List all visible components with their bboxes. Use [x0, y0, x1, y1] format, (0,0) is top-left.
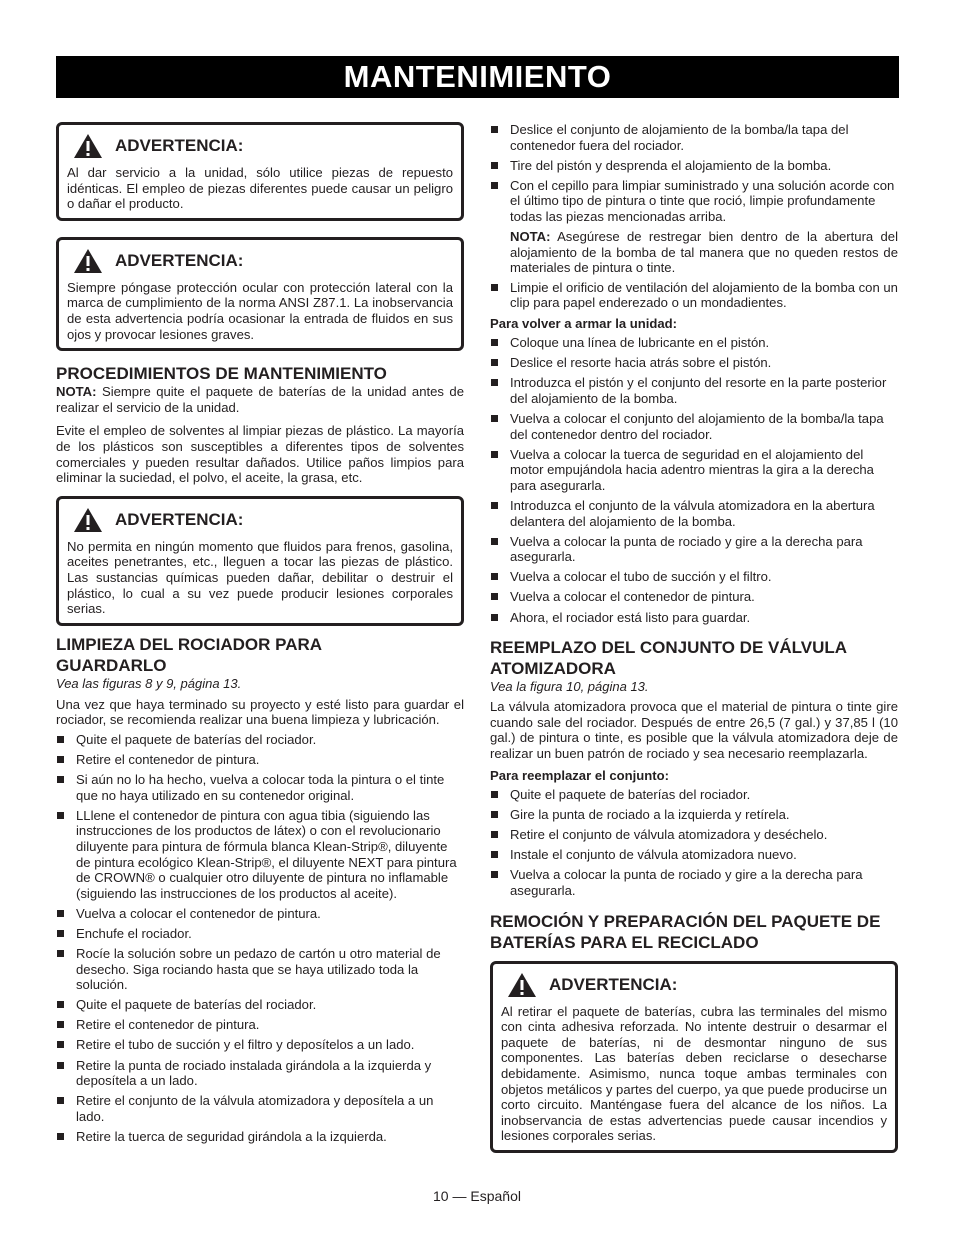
list-item: Quite el paquete de baterías del rociador.	[56, 997, 464, 1013]
list-item: Retire el conjunto de la válvula atomizadora y deposítela a un lado.	[56, 1093, 464, 1124]
list-item: Introduzca el conjunto de la válvula atomizadora en la abertura delantera del alojamiento de la bomba.	[490, 498, 898, 529]
section-heading-limpieza: LIMPIEZA DEL ROCIADOR PARA GUARDARLO	[56, 634, 322, 675]
list-item: Ahora, el rociador está listo para guardar.	[490, 610, 898, 626]
warning-triangle-icon	[507, 972, 537, 998]
nota-label: NOTA:	[510, 229, 551, 245]
limpieza-steps-list	[56, 732, 464, 1145]
solvents-paragraph: Evite el empleo de solventes al limpiar piezas de plástico. La mayoría de los plásticos son susceptibles a diferentes tipos de solventes comerciales y pueden resultar dañados. Utilice paños limpios para eliminar la suciedad, el polvo, el aceite, la grasa, etc.	[56, 423, 464, 486]
warning-text: Al dar servicio a la unidad, sólo utilice piezas de repuesto idénticas. El empleo de piezas diferentes puede causar un peligro o dañar el producto.	[67, 165, 453, 212]
list-item: Limpie el orificio de ventilación del alojamiento de la bomba con un clip para papel enderezado o un mondadientes.	[490, 280, 898, 311]
warning-box-replacement-parts	[56, 122, 464, 221]
warning-text: Siempre póngase protección ocular con protección lateral con la marca de cumplimiento de la norma ANSI Z87.1. La inobservancia de esta advertencia podría ocasionar la entrada de fluidos en sus ojos y provocar lesiones graves.	[67, 279, 453, 342]
warning-triangle-icon	[73, 133, 103, 159]
list-item: Tire del pistón y desprenda el alojamiento de la bomba.	[490, 158, 898, 174]
list-item: Rocíe la solución sobre un pedazo de cartón u otro material de desecho. Siga rociando hasta que se haya utilizado toda la solución.	[56, 946, 464, 993]
list-item: Retire la tuerca de seguridad girándola a la izquierda.	[56, 1129, 464, 1145]
rearm-label: Para volver a armar la unidad:	[490, 315, 678, 331]
list-item: Deslice el resorte hacia atrás sobre el pistón.	[490, 355, 898, 371]
list-item: Introduzca el pistón y el conjunto del resorte en la parte posterior del alojamiento de la bomba.	[490, 375, 898, 406]
nota-paragraph	[490, 229, 898, 276]
reemplazo-label: Para reemplazar el conjunto:	[490, 767, 670, 783]
list-item: Quite el paquete de baterías del rociador.	[490, 787, 898, 803]
reemplazo-steps-list	[490, 787, 898, 899]
section-heading-procedimientos: PROCEDIMIENTOS DE MANTENIMIENTO	[56, 364, 387, 384]
nota-label: NOTA:	[56, 384, 97, 400]
list-item: Retire el contenedor de pintura.	[56, 1017, 464, 1033]
section-heading-remocion: REMOCIÓN Y PREPARACIÓN DEL PAQUETE DE BATERÍAS PARA EL RECICLADO	[490, 911, 881, 952]
list-item: Retire el tubo de succión y el filtro y deposítelos a un lado.	[56, 1037, 464, 1053]
warning-title: ADVERTENCIA:	[549, 974, 678, 994]
list-item: Instale el conjunto de válvula atomizadora nuevo.	[490, 847, 898, 863]
list-item: Vuelva a colocar el contenedor de pintura.	[490, 589, 898, 605]
page-footer: 10 — Español	[433, 1188, 521, 1204]
warning-text: Al retirar el paquete de baterías, cubra las terminales del mismo con cinta adhesiva reforzada. No intente destruir o desarmar el paquete de baterías, ni de desmontar ninguno de sus componentes. Las baterías deben reciclarse o desecharse debidamente. Asimismo, nunca toque ambas terminales con objetos metálicos y partes del cuerpo, ya que puede producirse un corto circuito. Manténgase fuera del alcance de los niños. La inobservancia de estas advertencias puede causar incendios y lesiones corporales serias.	[501, 1003, 887, 1144]
limpieza-intro: Una vez que haya terminado su proyecto y esté listo para guardar el rociador, se recomienda realizar una buena limpieza y lubricación.	[56, 696, 464, 728]
list-item: Retire el conjunto de válvula atomizadora y deséchelo.	[490, 827, 898, 843]
reemplazo-paragraph: La válvula atomizadora provoca que el material de pintura o tinte gire cuando sale del rociador. Después de entre 26,5 (7 gal.) y 37,85 l (10 gal.) de pintura o tinte, es posible que la válvula atomizadora deje de realizar un buen patrón de rociado y sea necesario reemplazarla.	[490, 699, 898, 761]
list-item: Vuelva a colocar el tubo de succión y el filtro.	[490, 569, 898, 585]
nota-text: Asegúrese de restregar bien dentro de la abertura del alojamiento de la bomba de tal manera que no queden restos de materiales de pintura o tinte.	[510, 229, 898, 276]
warning-box-fluids	[56, 496, 464, 626]
list-item: Si aún no lo ha hecho, vuelva a colocar toda la pintura o el tinte que no haya utilizado en su contenedor original.	[56, 772, 464, 803]
list-item: Enchufe el rociador.	[56, 926, 464, 942]
warning-triangle-icon	[73, 507, 103, 533]
page-title: MANTENIMIENTO	[56, 56, 899, 98]
limpieza-steps-continued	[490, 122, 898, 225]
list-item: LLlene el contenedor de pintura con agua tibia (siguiendo las instrucciones de los productos de látex) o con el revolucionario diluyente para pintura de fórmula blanca Klean-Strip®, diluyente de pintura ecológico Klean-Strip®, el diluyente NEXT para pintura de CROWN® o cualquier otro diluyente de pintura no inflamable (siguiendo las instrucciones de los productos al aceite).	[56, 808, 464, 902]
list-item: Vuelva a colocar la punta de rociado y gire a la derecha para asegurarla.	[490, 867, 898, 898]
warning-title: ADVERTENCIA:	[115, 250, 244, 270]
warning-title: ADVERTENCIA:	[115, 136, 244, 155]
warning-box-battery	[490, 961, 898, 1153]
figure-reference: Vea la figura 10, página 13.	[490, 679, 649, 695]
right-column	[490, 122, 898, 1153]
list-item: Gire la punta de rociado a la izquierda y retírela.	[490, 807, 898, 823]
warning-triangle-icon	[73, 248, 103, 274]
list-item: Retire la punta de rociado instalada girándola a la izquierda y deposítela a un lado.	[56, 1058, 464, 1089]
left-column	[56, 122, 464, 1149]
list-item: Retire el contenedor de pintura.	[56, 752, 464, 768]
list-item: Con el cepillo para limpiar suministrado y una solución acorde con el último tipo de pintura o tinte que roció, limpie profundamente todas las piezas mencionadas arriba.	[490, 178, 898, 225]
list-item: Vuelva a colocar el conjunto del alojamiento de la bomba/la tapa del contenedor dentro del rociador.	[490, 411, 898, 442]
section-heading-reemplazo: REEMPLAZO DEL CONJUNTO DE VÁLVULA ATOMIZADORA	[490, 638, 847, 679]
list-item: Coloque una línea de lubricante en el pistón.	[490, 335, 898, 351]
list-item: Quite el paquete de baterías del rociador.	[56, 732, 464, 748]
nota-text: Siempre quite el paquete de baterías de la unidad antes de realizar el servicio de la unidad.	[56, 384, 464, 415]
list-item: Deslice el conjunto de alojamiento de la bomba/la tapa del contenedor fuera del rociador.	[490, 122, 898, 153]
figure-reference: Vea las figuras 8 y 9, página 13.	[56, 675, 242, 691]
warning-text: No permita en ningún momento que fluidos para frenos, gasolina, aceites penetrantes, etc., lleguen a tocar las piezas de plástico. Las sustancias químicas pueden dañar, debilitar o destruir el plástico, lo cual a su vez puede producir lesiones corporales serias.	[67, 538, 453, 617]
list-item: Vuelva a colocar la tuerca de seguridad en el alojamiento del motor empujándola hacia adentro mientras la gira a la derecha para asegurarla.	[490, 447, 898, 494]
warning-box-eye-protection	[56, 237, 464, 351]
rearm-steps-list	[490, 335, 898, 625]
list-item: Vuelva a colocar la punta de rociado y gire a la derecha para asegurarla.	[490, 534, 898, 565]
warning-title: ADVERTENCIA:	[115, 509, 244, 529]
nota-paragraph	[56, 384, 464, 415]
limpieza-last-step	[490, 280, 898, 311]
list-item: Vuelva a colocar el contenedor de pintura.	[56, 906, 464, 922]
